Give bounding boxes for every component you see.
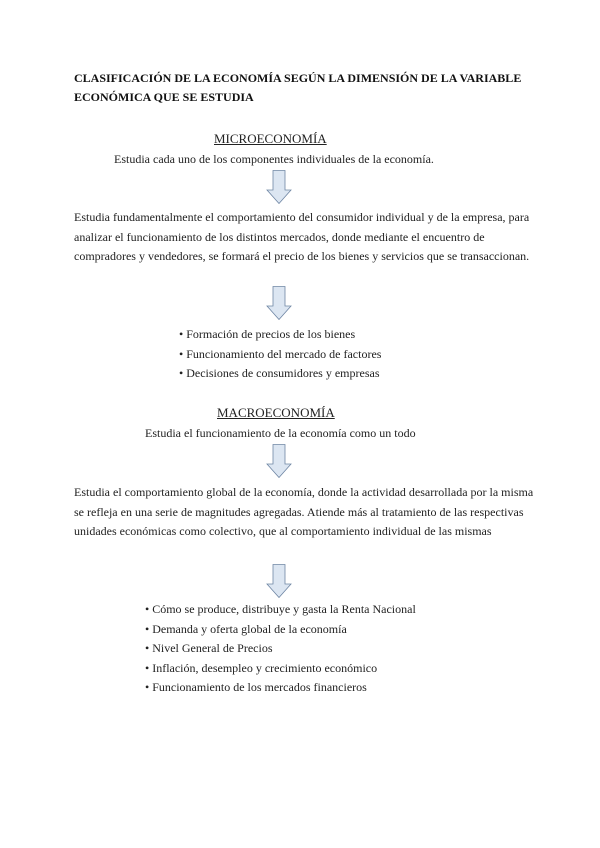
document-title: CLASIFICACIÓN DE LA ECONOMÍA SEGÚN LA DIMENSIÓN DE LA VARIABLE ECONÓMICA QUE SE ESTUDIA — [74, 71, 522, 104]
list-item: • Demanda y oferta global de la economía — [145, 620, 416, 640]
macro-description: Estudia el comportamiento global de la economía, donde la actividad desarrollada por la misma se refleja en una serie de magnitudes agregadas. Atiende más al tratamiento de las respectivas unidades económicas como colectivo, que al comportamiento individual de las mismas — [74, 485, 534, 539]
micro-description: Estudia fundamentalmente el comportamiento del consumidor individual y de la empresa, para analizar el funcionamiento de los distintos mercados, donde mediante el encuentro de compradores y vendedores, se formará el precio de los bienes y servicios que se transaccionan. — [74, 210, 530, 264]
down-arrow-icon — [266, 444, 292, 478]
macro-subtitle: Estudia el funcionamiento de la economía como un todo — [145, 426, 416, 440]
list-item: • Decisiones de consumidores y empresas — [179, 364, 381, 384]
list-item: • Inflación, desempleo y crecimiento económico — [145, 659, 416, 679]
list-item: • Cómo se produce, distribuye y gasta la Renta Nacional — [145, 600, 416, 620]
micro-subtitle: Estudia cada uno de los componentes individuales de la economía. — [114, 152, 434, 166]
list-item: • Funcionamiento del mercado de factores — [179, 345, 381, 365]
list-item: • Funcionamiento de los mercados financieros — [145, 678, 416, 698]
micro-bullet-list — [179, 325, 381, 384]
down-arrow-icon — [266, 564, 292, 598]
down-arrow-icon — [266, 170, 292, 204]
list-item: • Nivel General de Precios — [145, 639, 416, 659]
macro-heading: MACROECONOMÍA — [217, 405, 335, 420]
list-item: • Formación de precios de los bienes — [179, 325, 381, 345]
micro-heading: MICROECONOMÍA — [214, 131, 327, 146]
macro-bullet-list — [145, 600, 416, 698]
down-arrow-icon — [266, 286, 292, 320]
